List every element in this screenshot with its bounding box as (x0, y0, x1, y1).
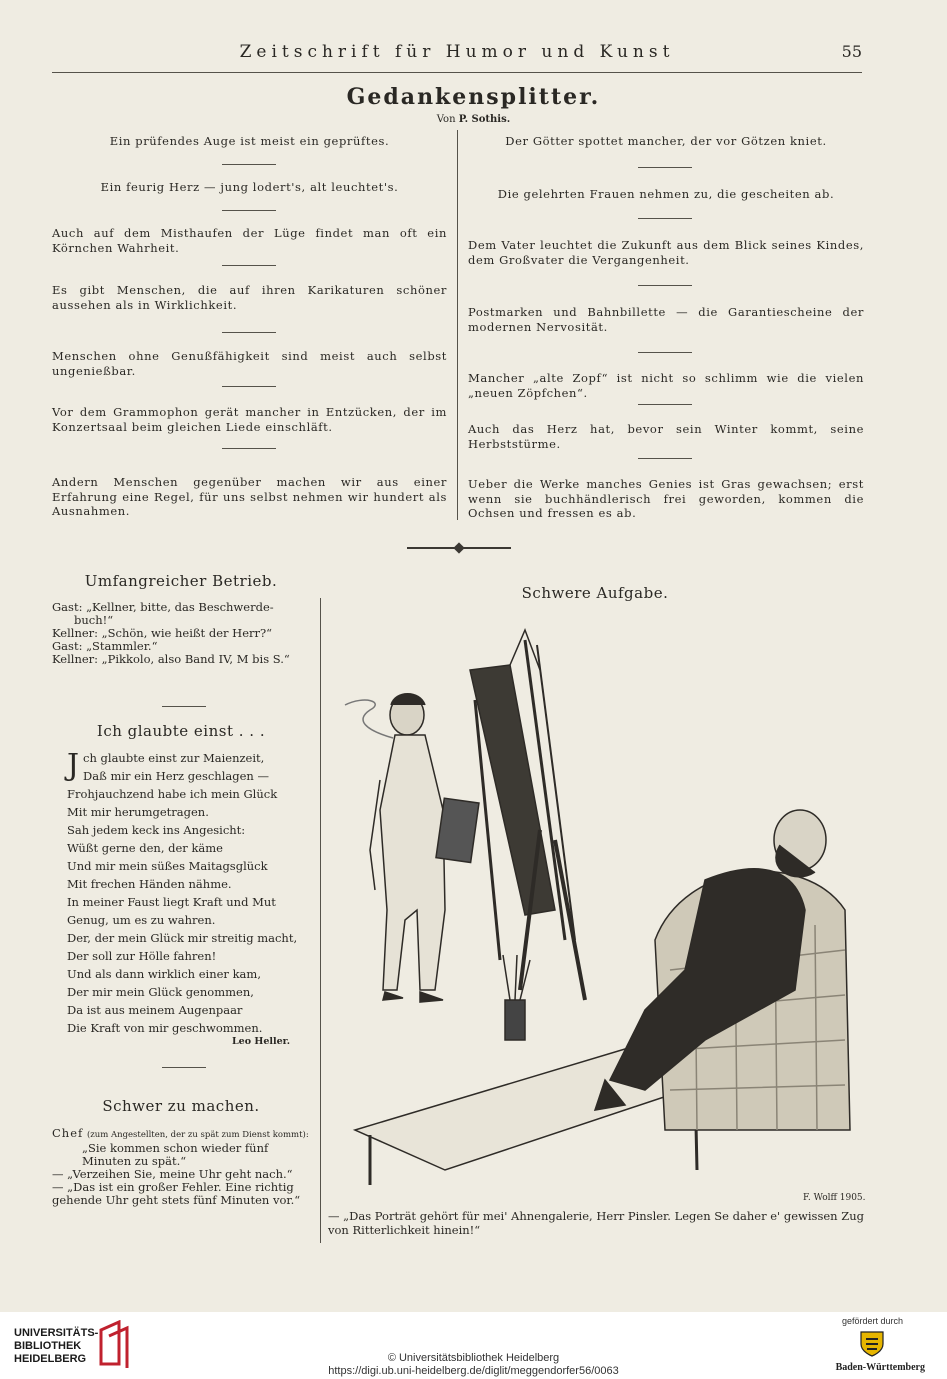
cartoon-title: Schwere Aufgabe. (521, 584, 669, 602)
running-header (52, 42, 862, 73)
divider-rule (222, 332, 276, 333)
divider-rule (638, 285, 692, 286)
page-number: 55 (841, 42, 862, 61)
aphorism: Menschen ohne Genußfähigkeit sind meist auch selbst ungenießbar. (52, 349, 447, 378)
state-name: Baden-Württemberg (835, 1362, 925, 1373)
aphorism: Dem Vater leuchtet die Zukunft aus dem Blick seines Kindes, dem Großvater die Vergangenheit. (468, 238, 864, 267)
schwer-text: Chef (zum Angestellten, der zu spät zum Dienst kommt): „Sie kommen schon wieder fünf Minuten zu spät.“ — „Verzeihen Sie, meine Uhr geht nach.“ — „Das ist ein großer Fehler. Eine richtig gehende Uhr geht stets fünf Minuten vor.“ (52, 1126, 309, 1207)
divider-rule (222, 164, 276, 165)
divider-rule (162, 1067, 206, 1068)
aphorism: Vor dem Grammophon gerät mancher in Entzücken, der im Konzertsaal beim gleichen Liede einschläft. (52, 405, 447, 434)
library-name: UNIVERSITÄTS- BIBLIOTHEK HEIDELBERG (14, 1327, 99, 1365)
divider-rule (638, 352, 692, 353)
aphorism: Ueber die Werke manches Genies ist Gras gewachsen; erst wenn sie buchhändlerisch frei geworden, kommen die Ochsen und fressen es ab. (468, 477, 864, 520)
section-ornament (407, 544, 511, 552)
umfang-title: Umfangreicher Betrieb. (84, 572, 278, 590)
poem-signature: Leo Heller. (232, 1036, 291, 1047)
gedanken-title: Gedankensplitter. (346, 84, 601, 110)
divider-rule (638, 458, 692, 459)
painter-body (380, 735, 445, 990)
copyright: © Universitätsbibliothek Heidelberg (387, 1352, 560, 1364)
smoke-icon (345, 700, 393, 738)
aphorism: Auch das Herz hat, bevor sein Winter kommt, seine Herbststürme. (468, 422, 864, 451)
poem-dropcap: J (67, 748, 80, 783)
artist-signature: F. Wolff 1905. (803, 1193, 866, 1203)
divider-rule (638, 404, 692, 405)
gedanken-author: Von P. Sothis. (436, 114, 511, 125)
journal-title: Zeitschrift für Humor und Kunst (239, 42, 675, 62)
coat-of-arms-icon (857, 1328, 887, 1358)
aphorism: Ein feurig Herz — jung lodert's, alt leuchtet's. (100, 180, 399, 194)
divider-rule (222, 210, 276, 211)
aphorism: Auch auf dem Misthaufen der Lüge findet man oft ein Körnchen Wahrheit. (52, 226, 447, 255)
divider-rule (222, 265, 276, 266)
cartoon-illustration (325, 610, 870, 1210)
aphorism: Mancher „alte Zopf“ ist nicht so schlimm wie die vielen „neuen Zöpfchen“. (468, 371, 864, 400)
aphorism: Postmarken und Bahnbillette — die Garantiescheine der modernen Nervosität. (468, 305, 864, 334)
aphorism: Der Götter spottet mancher, der vor Götzen kniet. (505, 134, 827, 148)
poem-text: J ch glaubte einst zur Maienzeit, Daß mir ein Herz geschlagen — Frohjauchzend habe ich mein Glück Mit mir herumgetragen. Sah jedem keck ins Angesicht: Wüßt gerne den, der käme Und mir mein süßes Maitagsglück Mit frechen Händen nähme. In meiner Faust liegt Kraft und Mut Genug, um es zu wahren. Der, der mein Glück mir streitig macht, Der soll zur Hölle fahren! Und als dann wirklich einer kam, Der mir mein Glück genommen, Da ist aus meinem Augenpaar Die Kraft von mir geschwommen. (67, 748, 298, 1035)
divider-rule (222, 448, 276, 449)
schwer-title: Schwer zu machen. (102, 1097, 260, 1115)
divider-rule (638, 218, 692, 219)
column-divider (320, 598, 321, 1243)
footer-bar (0, 1312, 947, 1379)
poem-title: Ich glaubte einst . . . (96, 722, 266, 740)
umfang-dialogue: Gast: „Kellner, bitte, das Beschwerde- buch!“ Kellner: „Schön, wie heißt der Herr?“ Gast: „Stammler.“ Kellner: „Pikkolo, also Band IV, M bis S.“ (52, 600, 290, 666)
aphorism: Ein prüfendes Auge ist meist ein geprüftes. (109, 134, 390, 148)
cartoon-caption: — „Das Porträt gehört für mei' Ahnengalerie, Herr Pinsler. Legen Se daher e' gewissen Zug von Ritterlichkeit hinein!“ (328, 1209, 864, 1237)
funding-label: gefördert durch (841, 1316, 903, 1326)
divider-rule (638, 167, 692, 168)
aphorism: Andern Menschen gegenüber machen wir aus einer Erfahrung eine Regel, für uns selbst nehmen wir hundert als Ausnahmen. (52, 475, 447, 518)
aphorism: Es gibt Menschen, die auf ihren Karikaturen schöner aussehen als in Wirklichkeit. (52, 283, 447, 312)
source-url[interactable]: https://digi.ub.uni-heidelberg.de/diglit/meggendorfer56/0063 (328, 1365, 619, 1377)
divider-rule (222, 386, 276, 387)
column-divider (457, 130, 458, 520)
aphorism: Die gelehrten Frauen nehmen zu, die gescheiten ab. (497, 187, 835, 201)
divider-rule (162, 706, 206, 707)
